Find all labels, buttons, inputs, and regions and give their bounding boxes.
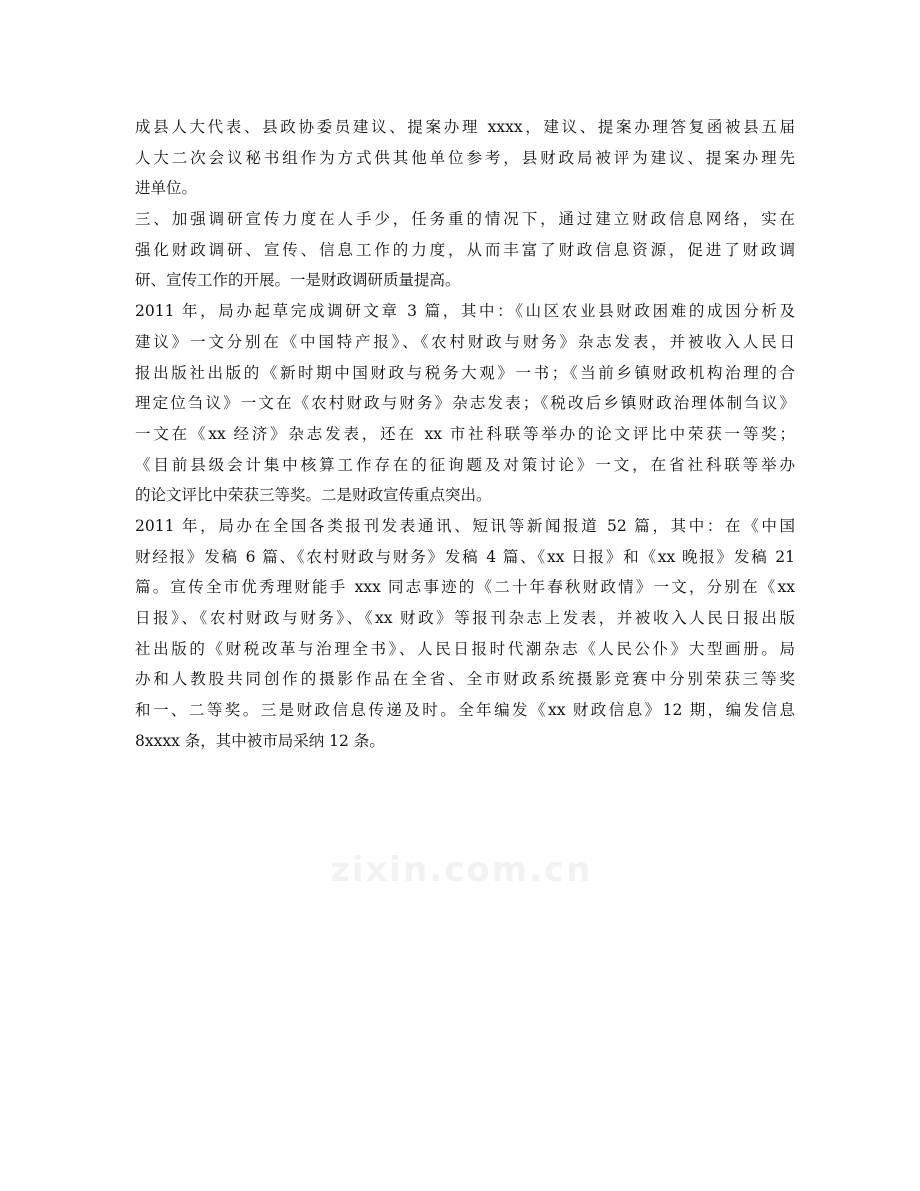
text-line: 进单位。 [135, 179, 198, 198]
text-line: 日报》、《农村财政与财务》、《xx 财政》等报刊杂志上发表，并被收入人民日报出版 [135, 609, 795, 627]
text-line: 社出版的《财税改革与治理全书》、人民日报时代潮杂志《人民公仆》大型画册。局 [135, 639, 795, 658]
paragraph-research-articles [135, 296, 795, 511]
text-line: 8xxxx 条，其中被市局采纳 12 条。 [135, 731, 385, 750]
text-line: 成县人大代表、县政协委员建议、提案办理 xxxx，建议、提案办理答复函被县五届 [135, 118, 795, 136]
text-line: 和一、二等奖。三是财政信息传递及时。全年编发《xx 财政信息》12 期，编发信息 [135, 701, 795, 720]
text-line: 人大二次会议秘书组作为方式供其他单位参考，县财政局被评为建议、提案办理先 [135, 148, 795, 167]
text-line: 三、加强调研宣传力度在人手少，任务重的情况下，通过建立财政信息网络，实在 [135, 210, 795, 229]
text-line: 研、宣传工作的开展。一是财政调研质量提高。 [135, 271, 461, 290]
document-body [135, 112, 795, 756]
text-line: 《目前县级会计集中核算工作存在的征询题及对策讨论》一文，在省社科联等举办 [135, 455, 795, 474]
text-line: 一文在《xx 经济》杂志发表，还在 xx 市社科联等举办的论文评比中荣获一等奖； [135, 424, 795, 443]
paragraph-research-heading [135, 204, 795, 296]
text-line: 建议》一文分别在《中国特产报》、《农村财政与财务》杂志发表，并被收入人民日 [135, 332, 795, 351]
text-line: 篇。宣传全市优秀理财能手 xxx 同志事迹的《二十年春秋财政情》一文，分别在《xx [135, 578, 795, 597]
text-line: 2011 年，局办在全国各类报刊发表通讯、短讯等新闻报道 52 篇，其中：在《中国 [135, 516, 795, 535]
watermark: zixin.com.cn [330, 850, 593, 890]
text-line: 办和人教股共同创作的摄影作品在全省、全市财政系统摄影竞赛中分别荣获三等奖 [135, 670, 795, 689]
paragraph-proposals [135, 112, 795, 204]
text-line: 财经报》发稿 6 篇、《农村财政与财务》发稿 4 篇、《xx 日报》和《xx 晚报》发稿 21 [135, 547, 795, 566]
paragraph-publicity [135, 511, 795, 757]
text-line: 2011 年，局办起草完成调研文章 3 篇，其中：《山区农业县财政困难的成因分析及 [135, 302, 795, 321]
text-line: 强化财政调研、宣传、信息工作的力度，从而丰富了财政信息资源，促进了财政调 [135, 240, 795, 259]
text-line: 的论文评比中荣获三等奖。二是财政宣传重点突出。 [135, 486, 492, 505]
text-line: 理定位刍议》一文在《农村财政与财务》杂志发表；《税改后乡镇财政治理体制刍议》 [135, 394, 795, 413]
text-line: 报出版社出版的《新时期中国财政与税务大观》一书；《当前乡镇财政机构治理的合 [135, 363, 795, 382]
